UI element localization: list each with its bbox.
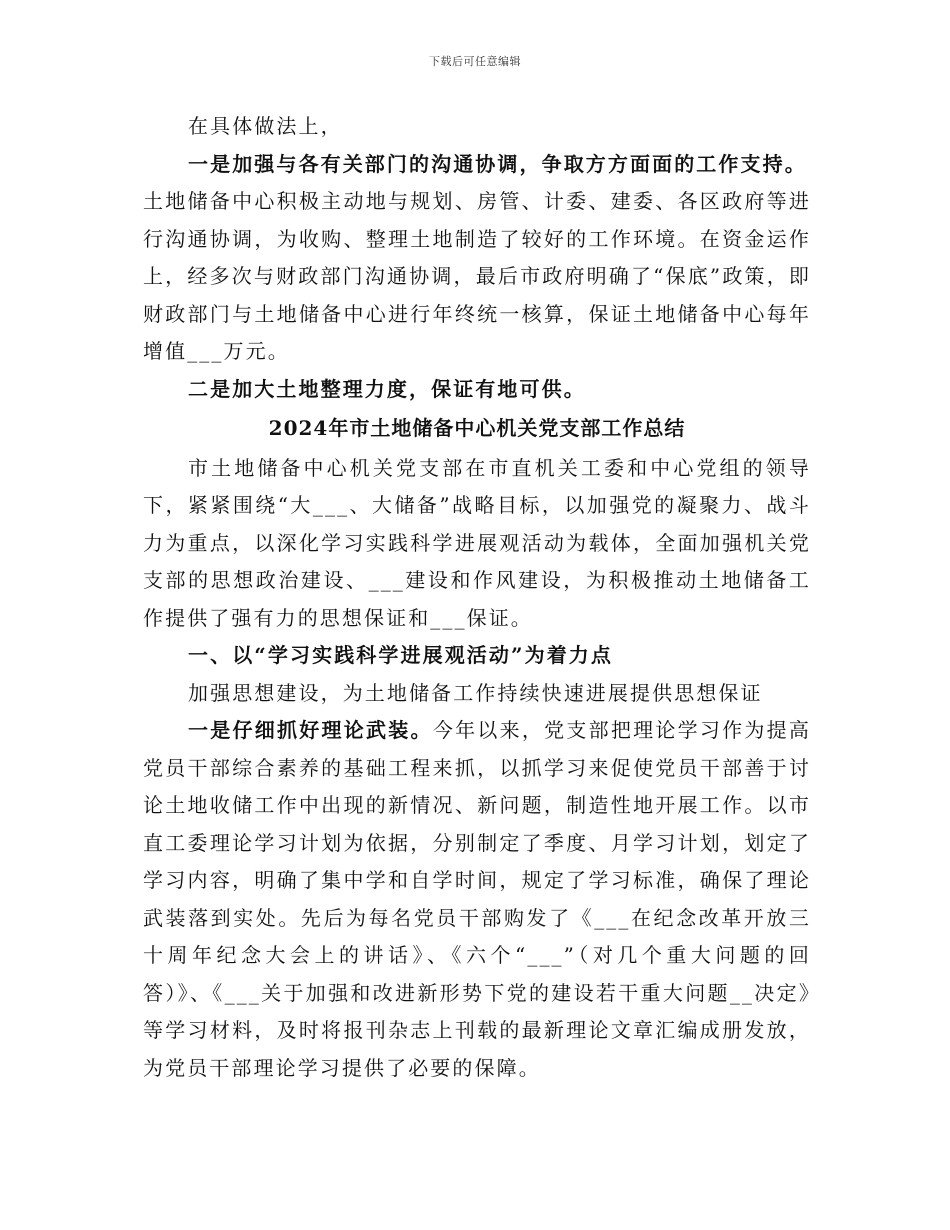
point1-text: 今年以来，党支部把理论学习作为提高党员干部综合素养的基础工程来抓，以抓学习来促使党员干部善于讨论土地收储工作中出现的新情况、新问题，制造性地开展工作。以市直工委理论学习计划为依据，分别制定了季度、月学习计划，划定了学习内容，明确了集中学和自学时间，规定了学习标准，确保了理论武装落到实处。先后为每名党员干部购发了《___在纪念改革开放三十周年纪念大会上的讲话》、《六个“___”（对几个重大问题的回答）》、《___关于加强和改进新形势下党的建设若干重大问题__决定》等学习材料，及时将报刊杂志上刊载的最新理论文章汇编成册发放，为党员干部理论学习提供了必要的保障。 xyxy=(143,718,811,1080)
section-heading-1: 一、以“学习实践科学进展观活动”为着力点 xyxy=(188,643,614,667)
intro-paragraph: 在具体做法上， xyxy=(188,114,343,138)
point1-lead: 一是仔细抓好理论武装。 xyxy=(188,718,433,742)
point1-heading: 一是加强与各有关部门的沟通协调，争取方方面面的工作支持。 xyxy=(188,151,807,176)
point2-heading: 二是加大土地整理力度，保证有地可供。 xyxy=(188,376,586,401)
article-paragraph-2 xyxy=(143,712,811,1087)
document-body xyxy=(143,108,811,1087)
point1-body: 土地储备中心积极主动地与规划、房管、计委、建委、各区政府等进行沟通协调，为收购、整理土地制造了较好的工作环境。在资金运作上，经多次与财政部门沟通协调，最后市政府明确了“保底”政策，即财政部门与土地储备中心进行年终统一核算，保证土地储备中心每年增值___万元。 xyxy=(143,189,811,363)
section-subheading-1: 加强思想建设，为土地储备工作持续快速进展提供思想保证 xyxy=(188,680,763,705)
article-paragraph-1: 市土地储备中心机关党支部在市直机关工委和中心党组的领导下，紧紧围绕“大___、大储备”战略目标，以加强党的凝聚力、战斗力为重点，以深化学习实践科学进展观活动为载体，全面加强机关党支部的思想政治建设、___建设和作风建设，为积极推动土地储备工作提供了强有力的思想保证和___保证。 xyxy=(143,455,811,630)
article-title: 2024年市土地储备中心机关党支部工作总结 xyxy=(268,416,686,440)
page-header: 下载后可任意编辑 xyxy=(429,55,521,68)
